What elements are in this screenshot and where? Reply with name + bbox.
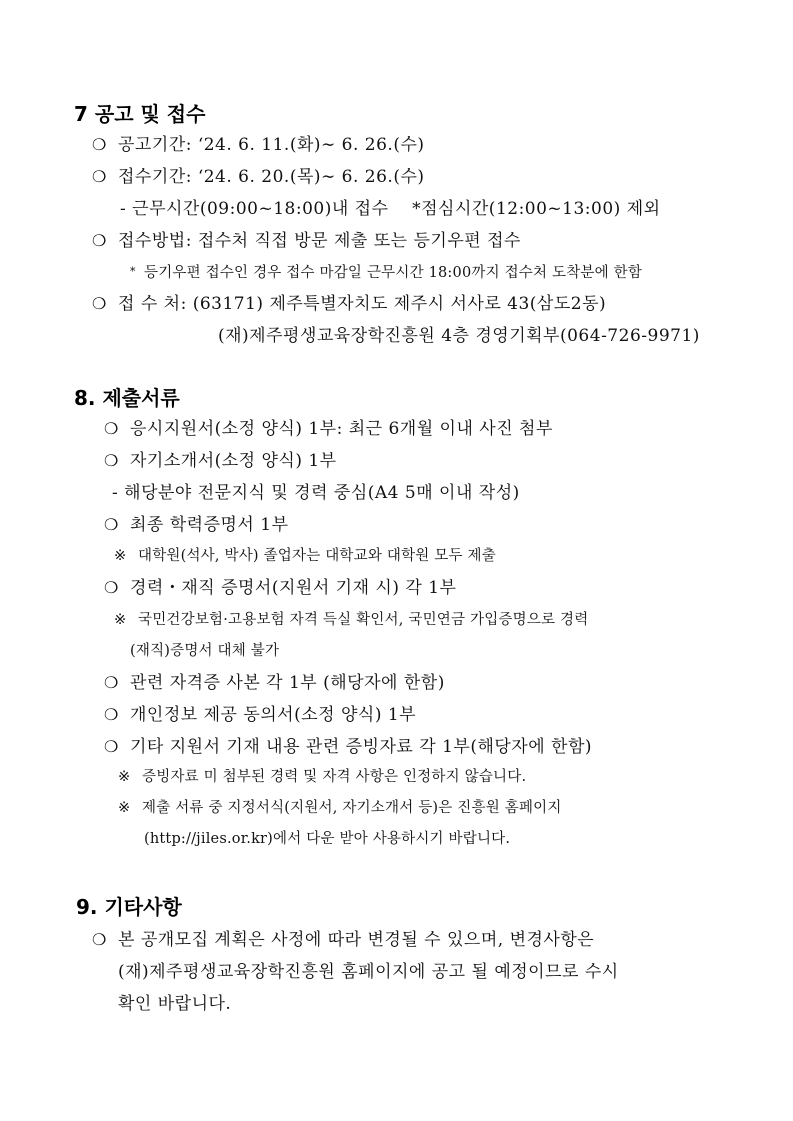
document-subitem: - 해당분야 전문지식 및 경력 중심(A4 5매 이내 작성) [112,483,520,503]
section-8-heading: 8. 제출서류 [74,386,180,410]
recruitment-period-item: ❍ 공고기간: ‘24. 6. 11.(화)∼ 6. 26.(수) [92,135,425,155]
misc-notice-continued: (재)제주평생교육장학진흥원 홈페이지에 공고 될 예정이므로 수시 [118,962,619,982]
circle-bullet-icon: ❍ [104,515,119,534]
document-item: ❍ 개인정보 제공 동의서(소정 양식) 1부 [104,705,417,725]
reference-mark-icon: ※ [118,769,131,785]
submission-place-item: ❍ 접 수 처: (63171) 제주특별자치도 제주시 서사로 43(삼도2동) [92,294,607,314]
asterisk-icon: * [130,265,136,278]
circle-bullet-icon: ❍ [104,578,119,597]
circle-bullet-icon: ❍ [104,419,119,438]
document-item: ❍ 관련 자격증 사본 각 1부 (해당자에 한함) [104,673,445,693]
dash-marker: - [112,483,119,503]
circle-bullet-icon: ❍ [104,705,119,724]
registered-mail-note: * 등기우편 접수인 경우 접수 마감일 근무시간 18:00까지 접수처 도착분에 한함 [130,265,643,281]
document-item: ❍ 자기소개서(소정 양식) 1부 [104,451,337,471]
reference-mark-icon: ※ [114,548,127,564]
document-note: ※ 국민건강보험·고용보험 자격 득실 확인서, 국민연금 가입증명으로 경력 [114,612,589,628]
reference-mark-icon: ※ [118,800,131,816]
section-7-heading: 7 공고 및 접수 [74,102,206,126]
document-note: ※ 증빙자료 미 첨부된 경력 및 자격 사항은 인정하지 않습니다. [118,769,527,785]
homepage-note-continued: (http://jiles.or.kr)에서 다운 받아 사용하시기 바랍니다. [144,831,511,847]
circle-bullet-icon: ❍ [104,451,119,470]
misc-notice-item: ❍ 본 공개모집 계획은 사정에 따라 변경될 수 있으며, 변경사항은 [92,930,595,950]
application-period-item: ❍ 접수기간: ‘24. 6. 20.(목)∼ 6. 26.(수) [92,167,425,187]
circle-bullet-icon: ❍ [104,673,119,692]
misc-notice-continued: 확인 바랍니다. [118,994,232,1014]
document-item: ❍ 기타 지원서 기재 내용 관련 증빙자료 각 1부(해당자에 한함) [104,737,593,757]
document-item: ❍ 응시지원서(소정 양식) 1부: 최근 6개월 이내 사진 첨부 [104,419,553,439]
document-note: ※ 대학원(석사, 박사) 졸업자는 대학교와 대학원 모두 제출 [114,548,496,564]
circle-bullet-icon: ❍ [92,294,107,313]
document-note: ※ 제출 서류 중 지정서식(지원서, 자기소개서 등)은 진흥원 홈페이지 [118,800,562,816]
circle-bullet-icon: ❍ [104,737,119,756]
office-hours-item: - 근무시간(09:00~18:00)내 접수 *점심시간(12:00~13:00) 제외 [120,199,661,219]
document-item: ❍ 최종 학력증명서 1부 [104,515,289,535]
section-9-heading: 9. 기타사항 [76,895,182,919]
submission-place-detail: (재)제주평생교육장학진흥원 4층 경영기획부(064-726-9971) [218,326,700,346]
circle-bullet-icon: ❍ [92,930,107,949]
document-item: ❍ 경력・재직 증명서(지원서 기재 시) 각 1부 [104,578,457,598]
circle-bullet-icon: ❍ [92,135,107,154]
application-method-item: ❍ 접수방법: 접수처 직접 방문 제출 또는 등기우편 접수 [92,231,521,251]
circle-bullet-icon: ❍ [92,231,107,250]
circle-bullet-icon: ❍ [92,167,107,186]
dash-marker: - [120,199,127,219]
reference-mark-icon: ※ [114,612,127,628]
document-note-continued: (재직)증명서 대체 불가 [130,643,280,659]
